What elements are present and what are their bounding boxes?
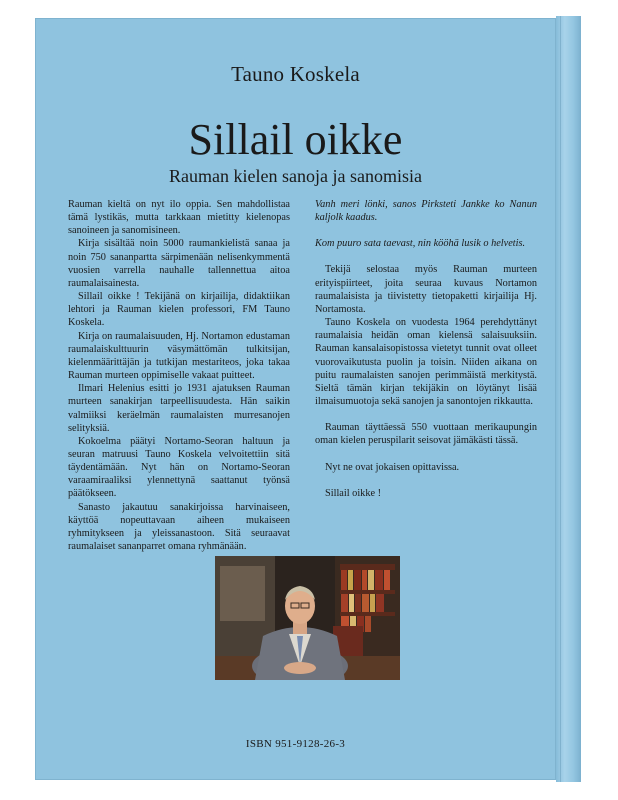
author-photo bbox=[215, 556, 400, 680]
book-title: Sillail oikke bbox=[188, 115, 403, 164]
right-paragraph: Nyt ne ovat jokaisen opittavissa. bbox=[325, 461, 460, 473]
left-paragraph: Kokoelma päätyi Nortamo-Seoran haltuun ja seuran matruusi Tauno Koskela velvoitettiin sitä täydentämään. Nyt hän on Nortamo-Seoran varaamiraaliksi ylennettynä saattanut työnsä päätökseen. bbox=[68, 435, 290, 500]
book-spine bbox=[556, 16, 581, 782]
isbn-number: ISBN 951-9128-26-3 bbox=[245, 738, 346, 750]
dialect-quote: Kom puuro sata taevast, nin kööhä lusik o helvetis. bbox=[315, 238, 526, 250]
author-name: Tauno Koskela bbox=[231, 62, 360, 86]
right-text-column bbox=[315, 198, 537, 500]
left-paragraph: Sillail oikke ! Tekijänä on kirjailija, didaktiikan lehtori ja Rauman kielen professori, FM Tauno Koskela. bbox=[68, 291, 290, 329]
left-paragraph: Ilmari Helenius esitti jo 1931 ajatuksen Rauman murteen sanakirjan tarpeellisuudesta. Hän saikin valmiiksi keräelmän raumalaisten murresanojen selityksiä. bbox=[68, 383, 290, 434]
right-paragraph: Rauman täyttäessä 550 vuottaan merikaupungin oman kielen peruspilarit seisovat jämäkästi tässä. bbox=[315, 422, 537, 447]
dialect-quote: Vanh meri lönki, sanos Pirksteti Jankke ko Nanun kaljolk kaadus. bbox=[315, 199, 537, 224]
left-paragraph: Rauman kieltä on nyt ilo oppia. Sen mahdollistaa tämä lystikäs, mutta tarkkaan mietitty kielenopas sanoineen ja sanomisineen. bbox=[68, 199, 290, 237]
right-paragraph: Tekijä selostaa myös Rauman murteen erityispiirteet, joita seuraa kuvaus Nortamon raumalaisista ja tiivistetty tietopaketti kirjailija Hj. Nortamosta. bbox=[315, 264, 537, 315]
book-subtitle: Rauman kielen sanoja ja sanomisia bbox=[169, 166, 422, 186]
left-text-column bbox=[68, 198, 290, 553]
left-paragraph: Sanasto jakautuu sanakirjoissa harvinaiseen, käyttöä nopeuttavaan aiheen mukaiseen ryhmitykseen ja yleissanastoon. Sitä seuraavat raumalaiset sananparret omana ryhmänään. bbox=[68, 501, 290, 553]
left-paragraph: Kirja on raumalaisuuden, Hj. Nortamon edustaman raumalaiskulttuurin väsymättömän tulkitsijan, kielenmäärittäjän ja tutkijan mestariteos, joka takaa Rauman murteen oppimiselle vakaat puitteet. bbox=[68, 330, 290, 382]
right-paragraph: Sillail oikke ! bbox=[325, 487, 382, 499]
left-paragraph: Kirja sisältää noin 5000 raumankielistä sanaa ja noin 750 sananpartta särpimenään nelisenkymmentä vuosien varrella nauhalle tallennettua aitoa raumalaisainesta. bbox=[68, 238, 290, 289]
author-photo-illustration bbox=[215, 556, 400, 680]
right-paragraph: Tauno Koskela on vuodesta 1964 perehdyttänyt raumalaisia heidän oman kielensä salaisuuksiin. Rauman kansalaisopistossa vietetyt tunnit ovat olleet vuorovaikutusta puolin ja toisin. Niiden aikana on puitu raumalaisten sanojen perimmäistä merkitystä. Sieltä tämän kirjan tekijäkin on löytänyt lisää ilmaisumuotoja sekä sanojen ja sanontojen rikkautta. bbox=[315, 317, 537, 408]
